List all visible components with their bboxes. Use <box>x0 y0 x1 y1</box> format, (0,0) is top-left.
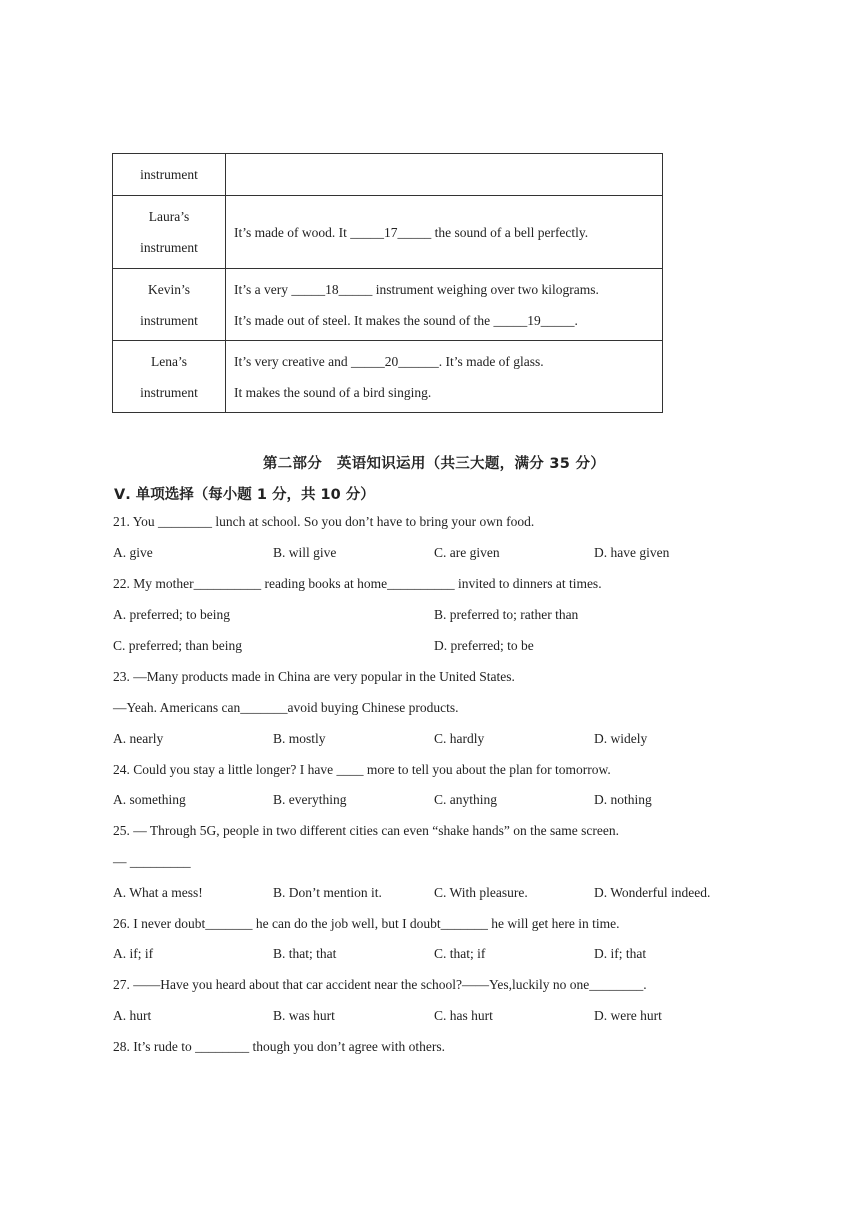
question-stem: 25. — Through 5G, people in two different cities can even “shake hands” on the same screen. <box>113 823 619 838</box>
instrument-desc-cell <box>226 154 663 196</box>
option-d: D. Wonderful indeed. <box>594 885 711 900</box>
option-d: D. preferred; to be <box>434 638 534 653</box>
instrument-desc-line: It’s made of wood. It _____17_____ the sound of a bell perfectly. <box>234 224 589 240</box>
option-d: D. were hurt <box>594 1008 662 1023</box>
instrument-name-cell <box>113 154 226 196</box>
option-b: B. was hurt <box>273 1008 335 1023</box>
option-a: A. give <box>113 545 153 560</box>
option-d: D. have given <box>594 545 670 560</box>
instrument-desc-cell <box>226 196 663 269</box>
instrument-desc-line: It’s made out of steel. It makes the sound of the _____19_____. <box>234 312 578 328</box>
option-b: B. that; that <box>273 946 337 961</box>
instrument-name-line: instrument <box>140 167 198 182</box>
question-stem-line: —Yeah. Americans can_______avoid buying Chinese products. <box>113 700 459 715</box>
question-stem-line: — _________ <box>113 854 191 869</box>
option-b: B. will give <box>273 545 337 560</box>
instrument-name-line: Lena’s <box>151 353 187 369</box>
option-c: C. are given <box>434 545 500 560</box>
question-stem: 21. You ________ lunch at school. So you don’t have to bring your own food. <box>113 514 535 529</box>
option-c: C. With pleasure. <box>434 885 528 900</box>
option-c: C. that; if <box>434 946 486 961</box>
instrument-name-line: instrument <box>140 312 198 328</box>
option-b: B. everything <box>273 792 347 807</box>
option-a: A. nearly <box>113 731 164 746</box>
question-stem: 28. It’s rude to ________ though you don’t agree with others. <box>113 1039 445 1054</box>
option-b: B. Don’t mention it. <box>273 885 382 900</box>
instrument-name-line: instrument <box>140 384 198 400</box>
part-title: Ⅴ. 单项选择（每小题 1 分，共 10 分） <box>114 487 375 503</box>
question-stem: 26. I never doubt_______ he can do the job well, but I doubt_______ he will get here in time. <box>113 916 620 931</box>
option-a: A. something <box>113 792 186 807</box>
option-b: B. preferred to; rather than <box>434 607 579 622</box>
option-a: A. hurt <box>113 1008 152 1023</box>
instrument-name-line: instrument <box>140 240 198 255</box>
question-stem: 27. ——Have you heard about that car accident near the school?——Yes,luckily no one________. <box>113 977 647 992</box>
option-c: C. preferred; than being <box>113 638 242 653</box>
instrument-desc-line: It’s very creative and _____20______. It’s made of glass. <box>234 353 544 369</box>
instrument-name-cell <box>113 269 226 341</box>
instrument-name-cell <box>113 196 226 269</box>
instrument-name-line: Kevin’s <box>148 281 190 297</box>
option-c: C. anything <box>434 792 497 807</box>
table-row <box>113 154 663 196</box>
option-a: A. What a mess! <box>113 885 203 900</box>
instrument-desc-cell <box>226 269 663 341</box>
table-row <box>113 196 663 269</box>
section-title: 第二部分 英语知识运用（共三大题，满分 35 分） <box>262 456 606 472</box>
table-row <box>113 341 663 413</box>
instrument-desc-line: It’s a very _____18_____ instrument weighing over two kilograms. <box>234 281 599 297</box>
option-c: C. hardly <box>434 731 485 746</box>
instrument-desc-line: It makes the sound of a bird singing. <box>234 384 432 400</box>
option-d: D. nothing <box>594 792 652 807</box>
option-b: B. mostly <box>273 731 326 746</box>
option-a: A. preferred; to being <box>113 607 230 622</box>
instrument-table <box>112 153 663 413</box>
question-stem: 24. Could you stay a little longer? I have ____ more to tell you about the plan for tomorrow. <box>113 762 611 777</box>
instrument-desc-cell <box>226 341 663 413</box>
option-d: D. widely <box>594 731 648 746</box>
question-stem: 23. —Many products made in China are very popular in the United States. <box>113 669 515 684</box>
instrument-name-cell <box>113 341 226 413</box>
table-row <box>113 269 663 341</box>
option-c: C. has hurt <box>434 1008 493 1023</box>
option-a: A. if; if <box>113 946 154 961</box>
question-stem: 22. My mother__________ reading books at home__________ invited to dinners at times. <box>113 576 602 591</box>
instrument-name-line: Laura’s <box>148 209 190 224</box>
option-d: D. if; that <box>594 946 647 961</box>
